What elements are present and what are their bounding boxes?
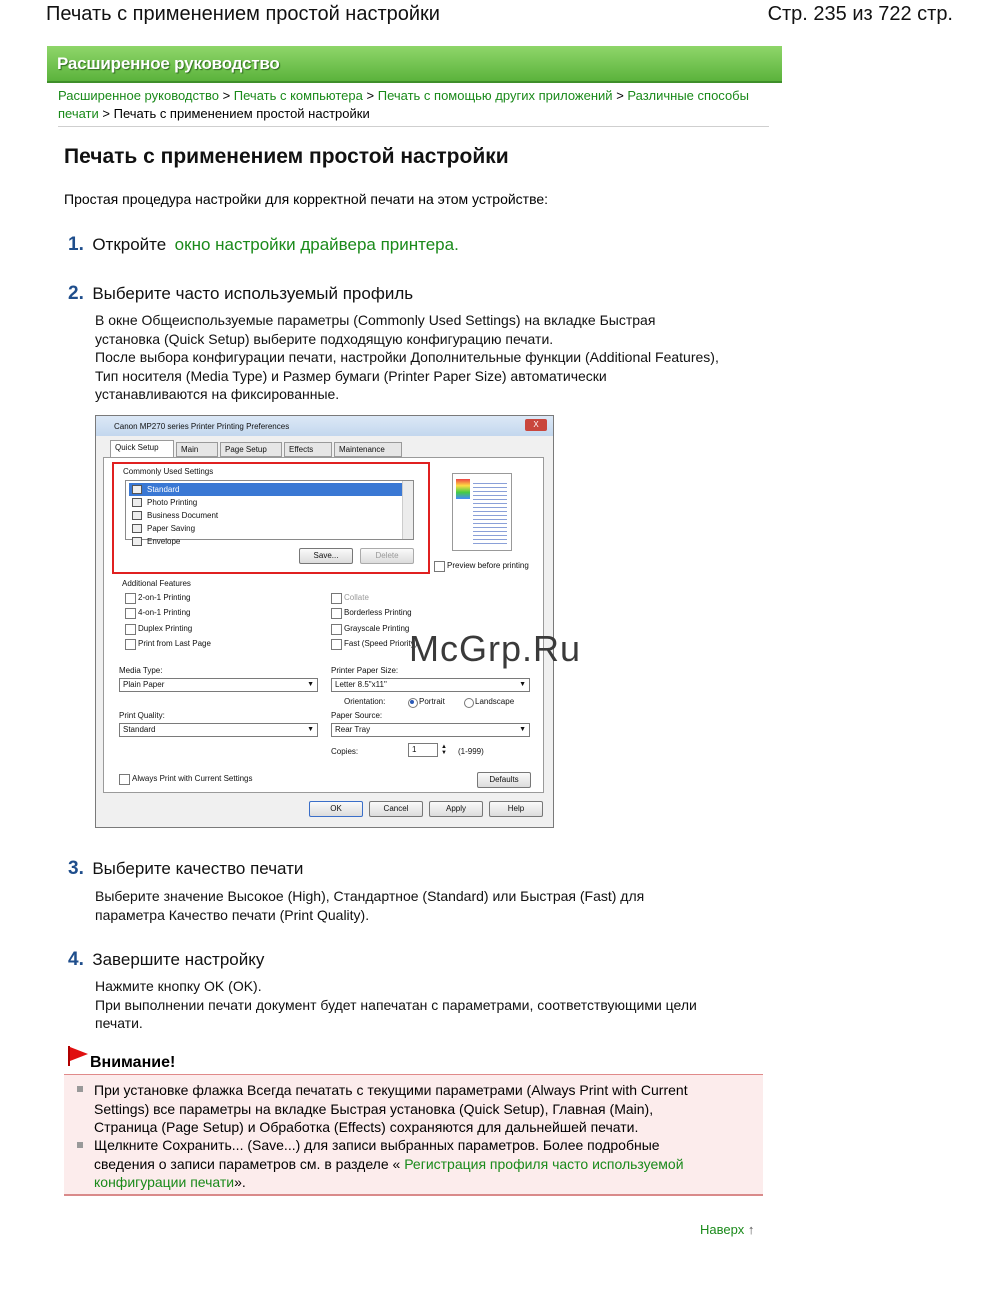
register-profile-link[interactable]: конфигурации печати [94,1174,235,1190]
step-2-body [95,311,775,404]
chevron-down-icon: ▼ [307,681,314,688]
attention-text-line: Settings) все параметры на вкладке Быстрая установка (Quick Setup), Главная (Main), [94,1100,654,1117]
paper-source-select[interactable]: Rear Tray ▼ [331,723,530,737]
step-text-line: Выберите значение Высокое (High), Стандартное (Standard) или Быстрая (Fast) для [95,888,645,904]
printer-preferences-screenshot [95,415,554,828]
watermark: McGrp.Ru [409,628,582,669]
checkbox-duplex[interactable]: Duplex Printing [125,624,192,634]
breadcrumb-separator: > [102,106,110,121]
bullet-icon [77,1086,83,1092]
attention-text-line: Страница (Page Setup) и Обработка (Effects) сохраняются для дальнейшей печати. [94,1119,639,1135]
breadcrumb-divider [58,126,769,127]
breadcrumb-separator: > [616,88,624,103]
print-quality-label: Print Quality: [119,711,165,720]
checkbox-fast[interactable]: Fast (Speed Priority) [331,639,411,649]
step-3 [68,858,303,880]
intro-text: Простая процедура настройки для корректной печати на этом устройстве: [64,191,549,207]
breadcrumb-link-print-methods[interactable]: Различные способы печати [58,88,749,121]
print-quality-select[interactable]: Standard ▼ [119,723,318,737]
back-to-top-link[interactable] [700,1222,754,1237]
attention-text-line: Щелкните Сохранить... (Save...) для записи выбранных параметров. Более подробные [94,1137,660,1153]
checkbox-2on1[interactable]: 2-on-1 Printing [125,593,190,603]
step-text-line: Нажмите кнопку OK (OK). [95,978,262,994]
step-text-line: установка (Quick Setup) выберите подходящую конфигурацию печати. [95,330,554,347]
checkbox-grayscale[interactable]: Grayscale Printing [331,624,409,634]
checkbox-borderless[interactable]: Borderless Printing [331,608,412,618]
copies-label: Copies: [331,747,359,756]
step-text-line: В окне Общеиспользуемые параметры (Commonly Used Settings) на вкладке Быстрая [95,312,656,328]
tab-quick-setup[interactable]: Quick Setup [110,440,174,457]
chevron-down-icon: ▼ [307,726,314,733]
landscape-radio[interactable]: Landscape [464,697,514,707]
tab-effects[interactable]: Effects [284,442,332,457]
paper-source-label: Paper Source: [331,711,383,720]
profile-item[interactable]: Business Document [129,509,403,522]
document-header-title: Печать с применением простой настройки [46,3,440,25]
tab-page-setup[interactable]: Page Setup [220,442,282,457]
step-number: 3. [68,858,84,879]
breadcrumb-link-other-apps[interactable]: Печать с помощью других приложений [377,88,613,103]
breadcrumb-separator: > [222,88,231,103]
paper-size-select[interactable]: Letter 8.5"x11" ▼ [331,678,530,692]
back-to-top-label[interactable]: Наверх [700,1222,745,1237]
highlight-frame [112,462,430,574]
step-2 [68,283,413,305]
ok-button[interactable]: OK [309,801,363,817]
page-counter: Стр. 235 из 722 стр. [767,3,953,25]
help-button[interactable]: Help [489,801,543,817]
copies-stepper-icon[interactable]: ▲ ▼ [441,744,447,756]
breadcrumb-link-print-from-computer[interactable]: Печать с компьютера [233,88,363,103]
step-title: Выберите часто используемый профиль [92,284,414,303]
preview-text-lines [473,480,507,544]
attention-item-1 [94,1081,744,1137]
arrow-up-icon: ↑ [747,1222,755,1237]
step-number: 2. [68,283,84,304]
step-title: Выберите качество печати [92,859,304,878]
chevron-down-icon: ▼ [519,681,526,688]
checkbox-print-last-page[interactable]: Print from Last Page [125,639,211,649]
attention-box [64,1074,763,1196]
save-button[interactable]: Save... [299,548,353,564]
attention-title: Внимание! [90,1054,176,1071]
page-preview [452,473,512,551]
checkbox-collate[interactable]: Collate [331,593,369,603]
dialog-titlebar [96,416,553,436]
dialog-title: Canon MP270 series Printer Printing Preferences [114,422,290,431]
commonly-used-label: Commonly Used Settings [123,467,214,476]
step-number: 1. [68,234,84,255]
preview-image-icon [456,479,470,499]
attention-item-2 [94,1136,744,1192]
always-print-checkbox[interactable]: Always Print with Current Settings [119,774,253,784]
media-type-label: Media Type: [119,666,163,675]
attention-text: ». [234,1174,246,1190]
tab-main[interactable]: Main [176,442,218,457]
checkbox-4on1[interactable]: 4-on-1 Printing [125,608,190,618]
breadcrumb [58,87,758,123]
page-title: Печать с применением простой настройки [64,145,509,168]
step-text-line: печати. [95,1015,143,1031]
attention-text: сведения о записи параметров см. в разделе « [94,1155,401,1172]
additional-features-label: Additional Features [122,579,191,588]
preview-checkbox[interactable]: Preview before printing [434,561,529,571]
step-text-line: Тип носителя (Media Type) и Размер бумаги (Printer Paper Size) автоматически [95,367,607,384]
banner-label: Расширенное руководство [57,54,280,73]
copies-input[interactable]: 1 [408,743,438,757]
chevron-down-icon: ▼ [519,726,526,733]
attention-text-line [94,1155,744,1174]
profile-item[interactable]: Standard [129,483,403,496]
driver-settings-link[interactable]: окно настройки драйвера принтера. [174,235,459,254]
paper-size-label: Printer Paper Size: [331,666,399,675]
breadcrumb-separator: > [366,88,375,103]
apply-button[interactable]: Apply [429,801,483,817]
step-number: 4. [68,949,84,970]
profile-item[interactable]: Envelope [129,535,403,548]
red-flag-icon [67,1046,89,1066]
attention-text-line [94,1173,744,1192]
section-banner [47,46,782,83]
step-3-body [95,887,775,924]
step-text-line: После выбора конфигурации печати, настройки Дополнительные функции (Additional Features), [95,349,719,365]
copies-range: (1-999) [458,747,484,756]
cancel-button[interactable]: Cancel [369,801,423,817]
step-title: Завершите настройку [92,950,265,969]
portrait-radio[interactable]: Portrait [408,697,445,707]
breadcrumb-link-advanced-guide[interactable]: Расширенное руководство [58,88,219,103]
orientation-label: Orientation: [344,697,386,706]
bullet-icon [77,1142,83,1148]
media-type-select[interactable]: Plain Paper ▼ [119,678,318,692]
close-icon[interactable]: X [525,419,547,431]
step-title: Откройте [92,235,167,254]
step-text-line: параметра Качество печати (Print Quality). [95,906,370,923]
step-text-line: устанавливаются на фиксированные. [95,386,340,402]
profile-item[interactable]: Paper Saving [129,522,403,535]
defaults-button[interactable]: Defaults [477,772,531,788]
profile-item[interactable]: Photo Printing [129,496,403,509]
step-4-body [95,977,775,1033]
register-profile-link[interactable]: Регистрация профиля часто используемой [404,1155,684,1172]
delete-button[interactable]: Delete [360,548,414,564]
step-1 [68,234,459,256]
attention-text-line: При установке флажка Всегда печатать с текущими параметрами (Always Print with Current [94,1082,688,1098]
step-text-line: При выполнении печати документ будет напечатан с параметрами, соответствующими цели [95,996,697,1013]
breadcrumb-current: Печать с применением простой настройки [113,106,370,121]
tab-maintenance[interactable]: Maintenance [334,442,402,457]
step-4 [68,949,264,971]
